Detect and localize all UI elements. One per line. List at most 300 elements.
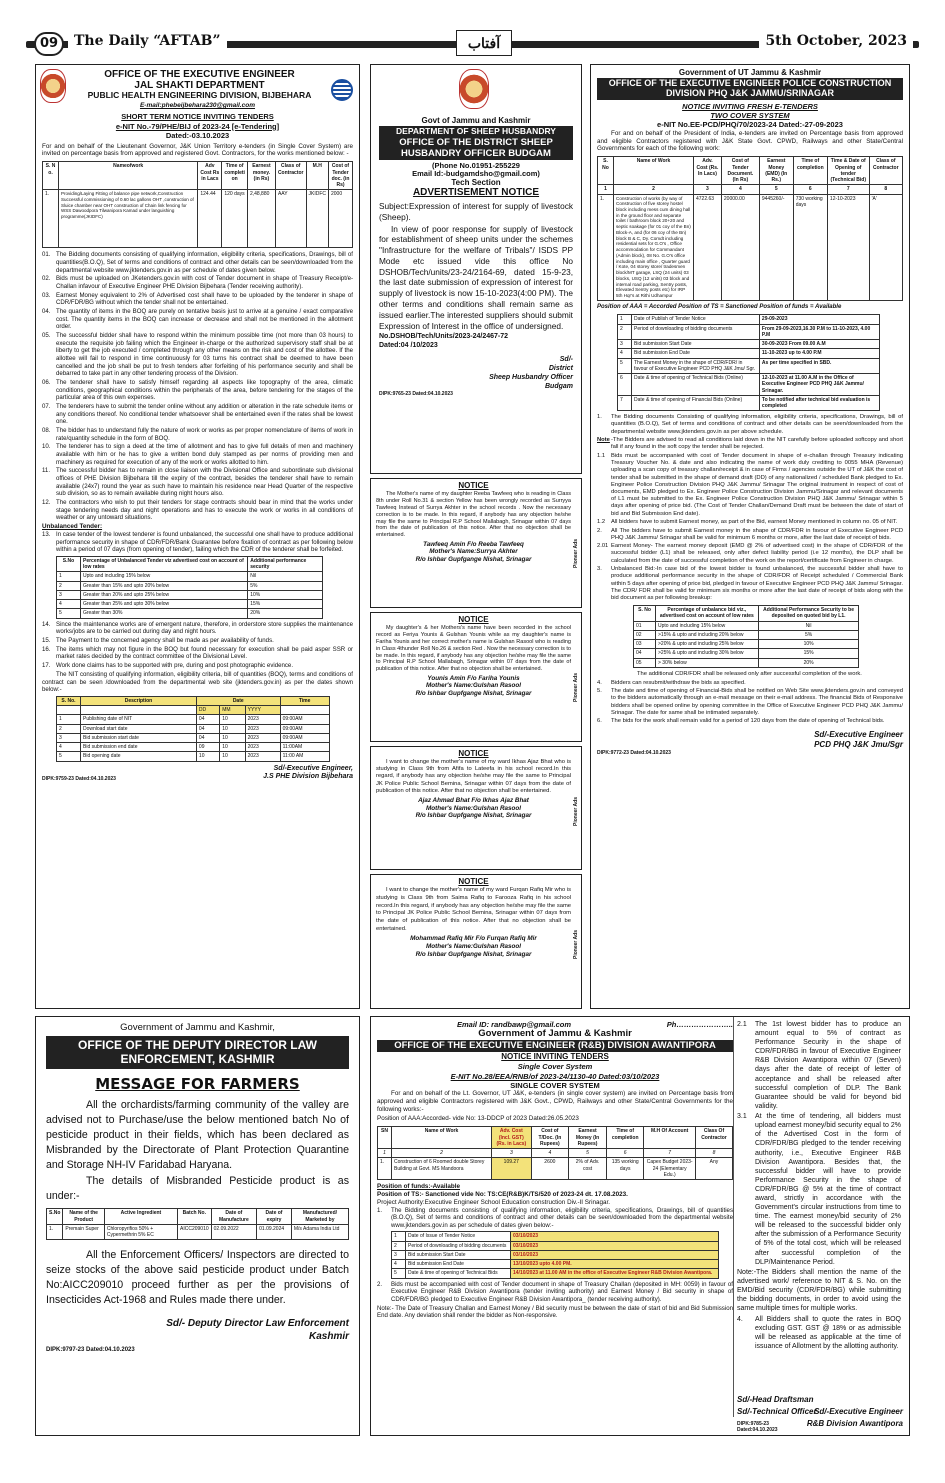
table-cell: Construction of works (by way of Construction of five storey hostel block including mess cum dining hall in the ground floor and separate toilet / bathroom block 20+20 and septic soakage (for 01 coy of the Bn) Block-A, and (for 06 coy of the Bn) block B & C, Dy. Comdt including residential sets for G.O's , Office accommodation for Commandant (Admin block), 08 No. G.O's office including main office , Quarter guard / Kote, 04 storey store/ tradesmen block/MT garage, LSQ (24 units) 03 blocks, USQ (12 units) 03 block and internal road parking, Sentry posts, Elevated Sentry posts etc) for IRP 5th Hqr's at Rithi Udhampur [614,194,694,300]
table-header: Date of Manufacture [211,1209,256,1225]
table-cell: 20000.00 [721,194,759,300]
table-header: Date of expiry [257,1209,292,1225]
table-cell: 5 [57,609,81,618]
table-cell: 09:00AM [280,715,329,724]
notice-signature: Younis Amin F/o Fariha Younis [427,674,520,682]
table-header: Name of Work [392,1127,492,1149]
list-item [42,499,353,522]
table-header: Description [81,696,197,705]
table-cell: 10 [220,752,245,761]
clause-text: The tenderers have to submit the tender online without any addition or alteration in the rate schedule items or any conditions thereof. No conditional tender whatsoever shall be entertained even if the rates shall be lowest one. [56,403,353,426]
table-cell: Date of Publish of Tender Notice [632,315,760,324]
table-cell: 13/10/2023 upto 4.00 PM. [511,1260,719,1269]
table-cell: >15% & upto and including 20% below [656,630,759,639]
clause-number: 3. [597,566,602,573]
list-item [597,437,903,451]
table-cell: 04 [196,724,219,733]
table-cell: 09:00AM [280,724,329,733]
rnb-dates-table [391,1231,719,1278]
table-cell: 5 [57,752,81,761]
jal-email: E-mail:phebeijbehara230@gmail.com [139,102,256,110]
table-cell: 2023 [245,724,280,733]
rnb-nit: E-NIT No.28/EEA/RNB/of 2023-24/1130-40 Dated:03/10/2023 [450,1071,660,1081]
clause-text: The tenderer has to sign a deed at the time of allotment and has to give full details of men and machinery available with him or he has to give a written bond duly stamped as per norms of providing men and machinery as required for execution of any of the work or works allotted to him. [56,443,353,466]
sheep-subject: Subject:Expression of interest for supply of livestock (Sheep). [379,201,573,222]
table-cell: Premain Super [63,1224,104,1240]
list-item [597,414,903,436]
table-cell: 2 [618,324,632,340]
table-cell: 2 [57,724,81,733]
law-signature-1: Sd/- Deputy Director Law Enforcement [166,1318,349,1330]
table-cell: Construction of 6 Roomed double Storey Building at Govt. MS Mandoora [392,1158,492,1180]
table-cell: Bid submission end date [81,743,197,752]
table-row [618,340,880,349]
clause-text: Earnest Money- The earnest money deposit (EMD @ 2% of advertised cost) in the shape of CDR/FDR of the successful bidder (L1) shall be released, only after defect liability period (i.e 12 months), the DLP shall be calculated from the date of successful completion of the work on the report/certificate from Engineer in charge. [611,543,903,564]
table-header: Earnest money. (in Rs) [247,162,275,190]
jal-clause-list [42,251,353,522]
table-cell: 4722.63 [694,194,722,300]
jal-dipk: DIPK:9759-23 Dated:04.10.2023 [42,775,116,782]
notice-signature: Mother's Name:Gulshan Rasool [426,943,521,951]
table-row [598,185,903,194]
table-cell: Bid opening date [81,752,197,761]
police-construction-tender [590,64,910,1009]
table-cell: 11-10-2023 up to 4.00 P.M [759,349,879,358]
clause-text: Since the maintenance works are of emergent nature, therefore, in orderstore store supplies the maintenance works/jobs are to be carried out during day and night hours. [56,620,353,636]
table-cell: 02.09.2022 [211,1224,256,1240]
pesticide-table [46,1208,349,1240]
notice-signature: R/o Ishbar Gupfgange Nishat, Srinagar [415,951,532,959]
table-cell: JKIDFC [306,190,329,248]
table-cell: 10 [220,715,245,724]
table-row [378,1149,733,1158]
jal-dept-heading: JAL SHAKTI DEPARTMENT [134,80,265,91]
rnb-signature-right-1: Sd/-Executive Engineer [814,1407,903,1416]
paper-logo: آفتاب [456,30,512,56]
jal-signature-1: Sd/-Executive Engineer, [273,764,353,772]
table-cell: Bid submission End Date [406,1260,511,1269]
table-cell: 1. [47,1224,63,1240]
table-cell: 2,48,880 [247,190,275,248]
sheep-signature: District [548,365,573,373]
notice-body: I want to change the mother's name of my ward Ikhas Ajaz Bhat who is studying in Class 9th from Afifa to Lateefa in his school record.In this regard, if anybody has any objection he/she may file the same to Principal JK Police Public School Bemina, Srinagar within 07 days from the date of publication of this notice. After that no objection shall be entertained. [376,759,571,794]
pcd-clause-list-2 [597,680,903,726]
clause-text: The date and time of opening of Financial-Bids shall be notified on Web Site www.jktenders.gov.in and conveyed to the bidders automatically through an e-mail message on their e-mail address. The financial Bids of Responsive bidders shall be opened online by opening committee in the Office of Executive Engineer PCD PHQ J&K Jammu/ Srinagar. The date for same shall be intimated separately. [611,688,903,716]
jal-dates-table [56,696,330,762]
clause-number: 1.2 [597,519,606,526]
table-row [392,1241,719,1250]
clause-number: 1. [597,414,602,421]
table-cell: > 30% below [656,658,759,667]
notice-title: NOTICE [458,877,489,886]
pcd-work-table [597,156,903,300]
table-header: Date [196,696,280,705]
table-header: Time [280,696,329,705]
clause-number: Note [597,437,610,444]
table-row [392,1232,719,1241]
table-cell: 20% [758,658,859,667]
table-cell: 109.27 [492,1158,532,1180]
sheep-dept: DEPARTMENT OF SHEEP HUSBANDRY [379,126,573,137]
table-cell: 'A' [869,194,902,300]
table-cell: 2023 [245,733,280,742]
sheep-signature: Sd/- [559,356,573,364]
list-item [597,680,903,687]
table-cell: 3 [392,1250,406,1259]
table-cell: 10 [220,743,245,752]
table-cell: 8 [869,185,902,194]
rnb-gov: Government of Jammu & Kashmir [478,1028,632,1040]
table-cell: 29-09-2023 [759,315,879,324]
law-para-1: All the orchardists/farming community of the valley are advised not to Purchase/use the below mentioned batch No of pesticide product in their fields, which has been declared as Misbranded by the Directorate of Plant Protection Quarantine and Storage NH-IV Faridabad Haryana. [46,1098,349,1171]
table-cell: Providing/Laying Fitting of balance pipe network,Construction Successful commissioning of 0.60 lac gallons OHT ,construction of Sluice chamber near OHT construction of Chain link fencing for WSS Dawoodpora Tilwanipora Kamad under languishing programme(JKIDFC) [59,190,198,248]
table-cell: 5 [392,1269,406,1278]
sheep-office: OFFICE OF THE DISTRICT SHEEP HUSBANDRY OFFICER BUDGAM [379,137,573,160]
table-header: Cost of Tender doc. (in Rs) [329,162,353,190]
table-header: Manufactured/ Marketed by [291,1209,348,1225]
table-header: Additional performance security [248,556,323,572]
jal-office-heading: OFFICE OF THE EXECUTIVE ENGINEER [104,69,295,80]
clause-number: 01. [42,251,51,259]
clause-number: 08. [42,427,51,435]
jal-clause-list-2 [42,621,353,670]
table-cell: 4 [392,1260,406,1269]
table-cell: 14/10/2023 at 11.00 AM in the office of Executive Engineer R&B Division Awantipora. [511,1269,719,1278]
table-cell [81,706,197,715]
clause-text: Bids must be accompanied with cost of Tender document in shape of e-challan through Treasury indicating Treasury Voucher No. & date and also indicating the name of work duly crediting to 0055 MHA (Revenue) uploading a scan copy of treasury challan/receipt & in case of Firms / agencies outside the UT of J&K the cost of tender shall be submitted in the shape of demand draft (DD) of any nationalized / scheduled Bank pledged to Ex. Engineer Police Construction Division PHQ J&K Jammu/ Srinagar The original instrument in respect of cost of documents, EMD pledged to Ex. Engineer Police Construction Division Jammu/Srinagar and relevant documents of L1 must be submitted to the Ex. Engineer Police Construction Division PHQ J&K Jammu/ Srinagar within 5 days after opening of price bid. (The Cost of Tender Challan/Demand Draft must be between the date of start of bid and Bid Submission End date). [611,452,903,517]
table-header-row [57,556,323,572]
table-cell: Download start date [81,724,197,733]
table-cell: 2000 [329,190,353,248]
rnb-office: OFFICE OF THE EXECUTIVE ENGINEER (R&B) DIVISION AWANTIPORA [377,1040,733,1052]
notice-title: NOTICE [458,749,489,758]
rnb-system: Single Cover System [517,1062,593,1072]
table-row [618,324,880,340]
list-item [42,646,353,661]
table-row [57,581,323,590]
table-header: Time of completion [793,157,827,185]
table-cell: 135 working days [607,1158,644,1180]
law-gov: Government of Jammu and Kashmir, [120,1022,275,1033]
notice-signature: R/o Ishbar Gupfgange Nishat, Srinagar [415,812,532,820]
table-row [57,609,323,618]
table-cell: 730 working days [793,194,827,300]
table-cell: AICC209010 [178,1224,212,1240]
table-cell: Nil [248,572,323,581]
sheep-title: ADVERTISEMENT NOTICE [412,187,540,199]
sheep-email: Email Id:-budgamdsho@gmail.com) [412,169,540,179]
table-cell: Period of downloading of bidding documents [632,324,760,340]
table-cell: Date & time of opening of Technical Bids (Online) [632,374,760,396]
jal-division-heading: PUBLIC HEALTH ENGINEERING DIVISION, BIJBEHARA [87,90,312,100]
table-cell: 03 [634,640,656,649]
table-cell: 1 [392,1232,406,1241]
clause-text: The 1st lowest bidder has to produce an amount equal to 5% of contract as Performance Security in the shape of CDR/FDR/BG in favour of Executive Engineer R&B Division Awantipora within 07 (Seven) days after the date of receipt of letter of acceptance and shall be released after successful completion of DLP. The Bank Guarantee should be valid for beyond bid validity. [755,1021,901,1110]
table-header: Percentage of Unbalanced Tender viz advertised cost on account of low rates [81,556,248,572]
table-cell: 4 [57,600,81,609]
table-cell: 10 [196,752,219,761]
jal-intro: For and on behalf of the Lieutenant Governor, J&K Union Territory e-tenders (in Single Cover System) are invited on percentage basis from approved and registered Govt. Contractors, for the works mentioned below: - [42,142,353,158]
table-cell: 1 [618,315,632,324]
list-item [597,688,903,717]
table-cell: 3 [492,1149,532,1158]
law-para-2: The details of Misbranded Pesticide product is as under:- [46,1175,349,1203]
table-cell: Greater than 30% [81,609,248,618]
table-row [392,1269,719,1278]
table-header-row [57,706,330,715]
table-cell: 4 [618,349,632,358]
clause-number: 07. [42,403,51,411]
clause-text: Earnest Money equivalent to 2% of Advertised cost shall have to be uploaded by the tenderer in shape of CDR/FDR/BG without which the tender shall not be entertained. [56,291,353,307]
table-row [618,349,880,358]
table-header: SN [378,1127,392,1149]
table-header: Time & Date of Opening of tender (Technical Bid) [827,157,869,185]
table-cell: 124.44 [198,190,222,248]
table-header-row [43,162,353,190]
table-row [57,733,330,742]
list-item [42,308,353,331]
list-item [737,1268,901,1313]
table-cell: 2023 [245,715,280,724]
table-header-row [378,1127,733,1149]
table-cell: 10 [220,733,245,742]
clause-number: 02. [42,275,51,283]
rnb-signature-right-2: R&B Division Awantipora [806,1419,903,1428]
clause-number: 04. [42,308,51,316]
list-item [42,467,353,497]
table-cell: >20% & upto and including 25% below [656,640,759,649]
table-cell: 1 [57,572,81,581]
pcd-unbalanced-table [633,605,859,668]
rnb-note: Note:- The Date of Treasury Challan and Earnest Money / Bid security must be between the date of start of bid and Bid Submission End date. Any deviation shall render the bidder as Non-responsive. [377,1304,733,1320]
table-cell: AAY [275,190,306,248]
list-item: 1. The Bidding documents consisting of qualifying information, eligibility criteria, specifications, Drawings, bill of quantities (B.O.Q), Set of terms and conditions of contract and other details can be seen/downloaded from the departmental website www.jktenders.gov.in as per schedule of dates given below:- [377,1206,733,1229]
clause-text: The contractors who wish to put their tenders for stage contracts should bear in mind that the works under stage tendering needs day and night operations and has to execute the work or works in all conditions of weather or any untoward situations. [56,499,353,522]
table-row [634,621,859,630]
list-item [597,543,903,565]
table-row [634,640,859,649]
table-cell: 2 [614,185,694,194]
jal-final-para: The NIT consisting of qualifying information, eligibility criteria, bill of quantities (BOQ), terms and conditions of contract can be seen /downloaded from the departmental web site (jktenders.gov.in) as per the dates shown below:- [42,670,353,694]
pcd-positions: Position of AAA = Accorded Position of TS = Sanctioned Position of funds = Available [597,303,842,310]
table-header: Adv. Cost (Incl. GST) (Rs. in Lacs) [492,1127,532,1149]
table-cell: 12-10-2023 at 11.00 A.M in the Office of Executive Engineer PCD PHQ J&K Jammu/ Srinagar. [759,374,879,396]
notice-body: My daughter's & her Mothers's name have been recorded in the school record as Feriya Younis & Gulshan Younis while as my daughter's name is Fariha Younis and her correct mother's name is Gulshan Rasool who is reading in Class 4thunder Roll No.26 & section Red . Now the necessary correction is to be made. In this regard, if anybody has any objection he/she may file the same to Principal R.P School Mallabagh, Srinagar within 07 days from the date of publication of this notice. After that no objection shall be entertained. [376,625,571,673]
notice-title: NOTICE [458,481,489,490]
jal-clause-13 [42,531,353,554]
table-cell: 10 [220,724,245,733]
clause-number: 11. [42,467,51,475]
table-cell: 11:00 AM [280,752,329,761]
pcd-after-table: The additional CDR/FDR shall be released only after successful completion of the work. [637,670,862,677]
table-cell: Any [695,1158,732,1180]
rnb-clause-2 [377,1281,733,1304]
table-header: Cost of T/Doc. (In Rupees) [531,1127,568,1149]
notice-title: NOTICE [458,615,489,624]
table-header: Adv Cost Rs in Lacs [198,162,222,190]
table-cell: 7 [827,185,869,194]
table-header: Class Of Contractor [695,1127,732,1149]
table-cell: Greater than 25% and upto 30% below [81,600,248,609]
sheep-section: Tech Section [451,177,501,187]
table-cell: 1 [57,715,81,724]
table-cell: 04 [634,649,656,658]
list-item [42,427,353,442]
notice-signature: R/o Ishbar Gupfgange Nishat, Srinagar [415,690,532,698]
table-cell: From 29-09-2023,16.30 P.M to 11-10-2023, 4.00 P.M [759,324,879,340]
clause-text: Bids must be uploaded on JKetenders.gov.in with cost of Tender document in shape of Treasury Receipt/e-Challan infavour of Executive Engineer PHE Division Bijbehara (Tender receiving authority). [56,275,353,290]
ad-agency: Pioneer Ads [572,539,579,568]
list-item [42,531,353,554]
clause-text: The Bidding documents consisting of qualifying information, eligibility criteria, specifications, Drawings, bill of quantities(B.O.Q), Set of terms and conditions of contract and other details can be seen/downloaded from the departmental website www.jktenders.gov.in as per schedule of dates given below. [56,251,353,274]
clause-number: 17. [42,662,51,670]
sheep-husbandry-notice [370,64,582,474]
table-row [47,1224,349,1240]
ad-agency: Pioneer Ads [572,673,579,702]
table-row [57,743,330,752]
table-row [634,630,859,639]
jal-unbalanced-table [56,556,323,619]
list-item: 2. Bids must be accompanied with cost of Tender document in shape of Treasury Challan (deposited in MH: 0059) in favour of Executive Engineer R&B Division Awantipora (tender inviting authority) and Earnest Money / Bid security in shape of CDR/FDR/BG pledged to Executive Engineer R&B Division Awantipora_ (tender receiving authority). [377,1280,733,1303]
table-cell: Bid submission Start Date [406,1250,511,1259]
table-cell: 120 days [222,190,248,248]
jal-dated: Dated:-03.10.2023 [165,131,230,141]
rnb-intro: For and on behalf of the Lt. Governor, UT J&K, e-tenders (in single cover system) are invited on Percentage basis from approved and eligible Contractors registered with J&K Govt., CPWD, Railways and other State/Central Governments for the following works:- [377,1090,733,1114]
table-cell: 2023 [245,743,280,752]
table-cell: 02 [634,630,656,639]
rnb-title: NOTICE INVITING TENDERS [501,1052,609,1062]
list-item [42,637,353,645]
table-cell: 5% [758,630,859,639]
sheep-dated: Dated:04 /10/2023 [379,341,438,349]
table-header: Adv. Cost (Rs. In Lacs) [694,157,722,185]
law-office: OFFICE OF THE DEPUTY DIRECTOR LAW ENFORCEMENT, KASHMIR [46,1036,349,1068]
table-cell: 01.09.2024 [257,1224,292,1240]
clause-number: 5. [597,688,602,695]
pcd-signature-2: PCD PHQ J&K Jmu/Sgr [814,739,903,749]
table-cell: 5% [248,581,323,590]
sheep-signature: Sheep Husbandry Officer [489,373,573,381]
rnb-work-table [377,1126,733,1180]
page-number: 09 [34,32,64,56]
table-cell: Bid submission start date [81,733,197,742]
table-header: Nameofwork [59,162,198,190]
table-cell: 20% [248,609,323,618]
clause-text: The Bidding documents consisting of qualifying information, eligibility criteria, specifications, Drawings, bill of quantities (B.O.Q), Set of terms and conditions of contract and other details can be seen/downloaded from the departmental website www.jktenders.gov.in as per schedule of dates given below:- [391,1206,733,1229]
table-cell: 10% [758,640,859,649]
table-row [618,374,880,396]
pcd-signature-1: Sd/-Executive Engineer [814,729,903,739]
clause-text: Unbalanced Bid:-In case bid of the lowest bidder is found unbalanced, the successful bidder shall have to produce additional performance security in the shape of CDR/FDR of Receipt scheduled / Commercial Bank within 5 days after opening of price bid, pledged in favour of Executive Engineer PCD PHQ J&K Jammu/ Srinagar. The CDR/ FDR shall be valid for minimum six months or more after the last date of receipt of bids along with the bid document as per following breakup: [611,566,903,601]
clause-number: 6. [597,718,602,725]
rnb-email: Email ID: randbawp@gmail.com [457,1020,572,1029]
clause-number: 14. [42,620,51,628]
law-para-3: All the Enforcement Officers/ Inspectors are directed to seize stocks of the above said pesticide product under Batch No:AICC209010 proceed further as per the provisions of Insecticides Act-1968 and Rules made there under. [46,1249,349,1307]
table-header-row [598,157,903,185]
sheep-body: In view of poor response for supply of livestock for establishment of sheep units under the schemes "Infrastructure for the welfare of Tribals"/ ISDS PP Mode etc issued vide this office No DSHOB/Tech/units/23-24/2164-69, dated 15-9-23, the last date submission of expression of interest for supply of livestock is now 15-10-2023(4:00 PM). The other terms and conditions shall remain same as issued earlier.The interested suppliers should submit Expression of Interest in the office of undersigned. [379,223,573,331]
clause-text: The items which may not figure in the BOQ but found necessary for execution shall be paid asper SSR or market rates decided by the contract committee of the Divisional Level. [56,645,353,661]
clause-text: The successful bidder shall have to respond within the minimum possible time (not more than 03 hours) to execute the requisite job failing which the Engineer in-charge or the authorized supervisory staff shall be at liberty to get the job executed / completed through any other means on the risk and cost of the allottee. If the allottee will fail to respond in time continuously for 03 turns his contract shall be deemed to have been cancelled and the job shall be put to fresh tenders after forfeiting of his performance security and shall be debarred to take part in any other tendering process of the Division. [56,332,353,378]
clause-text: Bids must be accompanied with cost of Tender document in shape of Treasury Challan (deposited in MH: 0059) in favour of Executive Engineer R&B Division Awantipora (tender inviting authority) and Earnest Money / Bid security in shape of CDR/FDR/BG pledged to Executive Engineer R&B Division Awantipora_ (tender receiving authority). [391,1280,733,1303]
table-header: Time of completi on [222,162,248,190]
list-item [597,566,903,602]
table-row [57,590,323,599]
clause-number: 10. [42,443,51,451]
table-cell: Publishing date of NIT [81,715,197,724]
table-header: S.No [57,556,81,572]
table-cell: 6 [618,374,632,396]
pcd-nit: e-NIT No.EE-PCD/PHQ/70/2023-24 Dated:-27-09-2023 [657,120,843,130]
table-cell: Chloropyrifios 50% + Cypermethrin 5% EC [104,1224,177,1240]
table-header: Earnest Money (In Rupees) [569,1127,607,1149]
notice-signature: Mother's Name:Gulshan Rasool [426,804,521,812]
law-dipk: DIPK:9797-23 Dated:04.10.2023 [46,1347,135,1354]
pcd-system: TWO COVER SYSTEM [710,110,790,120]
clause-number: 05. [42,332,51,340]
clause-text: All bidders have to submit Earnest money, as part of the Bid, earnest Money mentioned in column no. 05 of NIT. [611,519,898,526]
table-cell: 2 [57,581,81,590]
rnb-system-2: SINGLE COVER SYSTEM [510,1081,600,1090]
table-row [598,194,903,300]
list-item [42,251,353,274]
table-cell: Period of downloading of bidding documents [406,1241,511,1250]
rnb-signature-left-1: Sd/-Head Draftsman [737,1395,814,1404]
list-item [42,662,353,670]
clause-text: -The Bidders are advised to read all conditions laid down in the NIT carefully before uploaded softcopy and short fall if any found in the soft copy the tender shall be rejected. [611,437,903,451]
table-cell: Date & time of opening of Technical Bids [406,1269,511,1278]
table-header-row [47,1209,349,1225]
table-cell: 3 [694,185,722,194]
clause-text: The Payment to the concerned agency shall be made as per availability of funds. [56,636,274,644]
table-header: Percentage of unbalance bid viz., advertised cost on account of low rates [656,606,759,622]
table-cell: Capex Budget 2023-24 (Elementary Edu.) [644,1158,696,1180]
rnb-funds: Position of funds:-Available [377,1183,461,1191]
table-row [392,1250,719,1259]
table-cell [57,706,81,715]
clause-number: 03. [42,291,51,299]
table-header: M.H Of Account [644,1127,696,1149]
table-cell: 10% [248,590,323,599]
table-cell: 2023 [245,752,280,761]
jal-work-table [42,161,353,248]
table-cell: As per time specified in SBD. [759,358,879,374]
table-cell: 2% of Adv. cost [569,1158,607,1180]
sheep-phone: (Phone No.01951-255229 [432,161,520,171]
rnb-phone: Ph………………….. [666,1020,733,1029]
sheep-dipk: DIPK:9765-23 Dated:04.10.2023 [379,391,453,398]
clause-text: The bids for the work shall remain valid for a period of 120 days from the date of opening of Technical bids. [611,718,885,725]
table-cell: >25% & upto and including 30% below [656,649,759,658]
table-cell: 01 [634,621,656,630]
rnb-dipk: DIPK:9785-23 Dated:04.10.2023 [737,1421,778,1434]
list-item [42,443,353,466]
clause-number: 06. [42,379,51,386]
ad-agency: Pioneer Ads [572,797,579,826]
table-cell: 1. [43,190,59,248]
table-header: Earnest Money (EMD) (In Rs.) [759,157,793,185]
list-item [597,519,903,526]
list-item [597,528,903,542]
list-item: 2.1 The 1st lowest bidder has to produce an amount equal to 5% of contract as Performance Security in the shape of CDR/FDR/BG in favour of Executive Engineer R&B Division Awantipora within 07 (Seven) days after the date of receipt of letter of acceptance and shall be released after successful completion of DLP. The Bank Guarantee should be valid for beyond bid validity. [737,1021,901,1110]
notice-body: The Mother's name of my daughter Reeba Tawfeeq who is reading in Class 8th under Roll No.31 & section Yellow has been wrongly recorded as Surryya Tawfeeq Instead of Surrya Akhter in the school records . Now the necessary correction is to be made. In this regard, if anybody has any objection he/she may file the same to Principal R.P School Mallabagh, Srinagar within 07 days from the date of publication of this notice. After that no objection shall be entertained. [376,491,571,539]
jal-signature-2: J.S PHE Division Bijbehara [263,773,353,781]
notice-signature: R/o Ishbar Gupfgange Nishat, Srinagar [415,556,532,564]
table-cell: 03/10/2023 [511,1232,719,1241]
table-cell: 1 [598,185,614,194]
jal-shakti-logo-icon [331,79,353,101]
table-header: Active Ingredient [104,1209,177,1225]
table-cell: 6 [793,185,827,194]
